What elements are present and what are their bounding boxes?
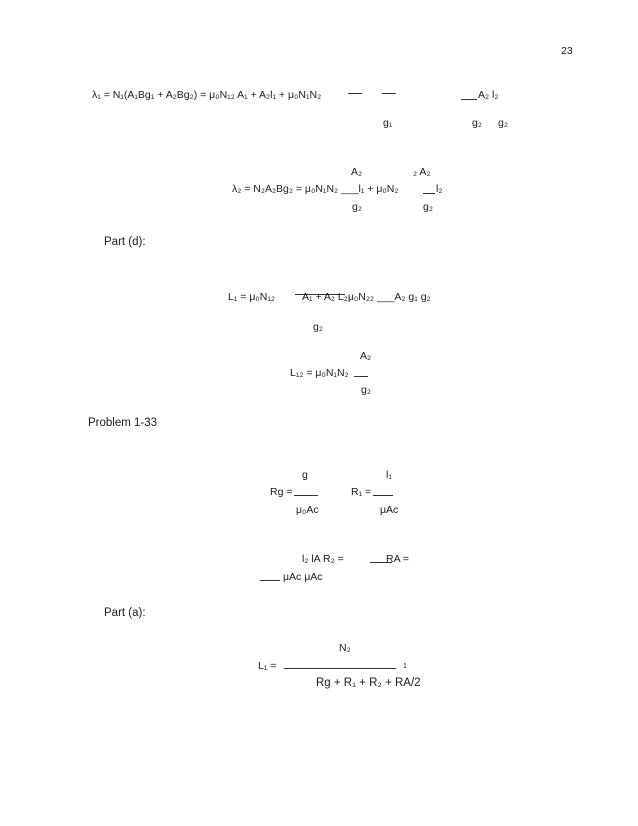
rg-equation: Rg = [270,486,293,498]
l1-reluctance-lhs: L₁ = [258,660,277,672]
lambda2-denominator-g2: g₂ [423,201,433,213]
l1-reluctance-numerator: N₂ [339,642,351,654]
r2-equation: l₂ lA R₂ = [302,553,344,565]
l1-reluctance-denominator: Rg + R₁ + R₂ + RA/2 [316,677,421,689]
r1-equation: R₁ = [351,486,372,498]
lambda1-denominator-g2: g₂ [472,117,482,129]
l12-denominator: g₂ [361,384,371,396]
fraction-bar [373,495,393,496]
l1-denominator: g₂ [313,321,323,333]
lambda1-fraction-numerator: A₂ l₂ [478,89,499,101]
lambda2-denominator-g2: g₂ [352,201,362,213]
fraction-bar [423,193,435,194]
rg-numerator: g [302,469,308,481]
lambda2-numerator-2a2: ₂ A₂ [413,166,431,178]
part-d-heading: Part (d): [104,236,146,248]
lambda1-denominator-g2: g₂ [498,117,508,129]
lambda1-denominator-g1: g₁ [383,117,393,129]
fraction-bar [284,668,396,669]
fraction-bar [461,99,477,100]
page-number: 23 [561,45,573,57]
ra-equation: RA = [386,553,410,565]
rg-denominator: μ₀Ac [296,504,319,516]
l12-numerator: A₂ [360,350,372,362]
l1-equation: L₁ = μ₀N₁₂ [228,291,275,303]
fraction-bar [354,376,368,377]
lambda1-equation: λ₁ = N₁(A₁Bg₁ + A₂Bg₂) = μ₀N₁₂ A₁ + A₂l₁ + μ₀N₁N₂ [92,89,322,101]
fraction-bar [260,580,280,581]
fraction-bar [294,495,318,496]
part-a-heading: Part (a): [104,607,146,619]
problem-heading: Problem 1-33 [88,417,158,429]
fraction-bar [382,93,396,94]
r1-denominator: μAc [380,504,399,516]
lambda2-numerator-a2: A₂ [351,166,363,178]
lambda2-equation: λ₂ = N₂A₂Bg₂ = μ₀N₁N₂ ___l₁ + μ₀N₂ [232,183,399,195]
lambda2-tail: l₂ [436,183,443,195]
fraction-bar [348,93,362,94]
l12-equation: L₁₂ = μ₀N₁N₂ [290,367,349,379]
l1-equation-middle: A₁ + A₂ L₂μ₀N₂₂ ___A₂ g₁ g₂ [302,291,431,303]
l1-reluctance-trailing: 1 [403,663,407,670]
r2-ra-denominators: μAc μAc [283,571,323,583]
r1-numerator: l₁ [386,469,392,481]
